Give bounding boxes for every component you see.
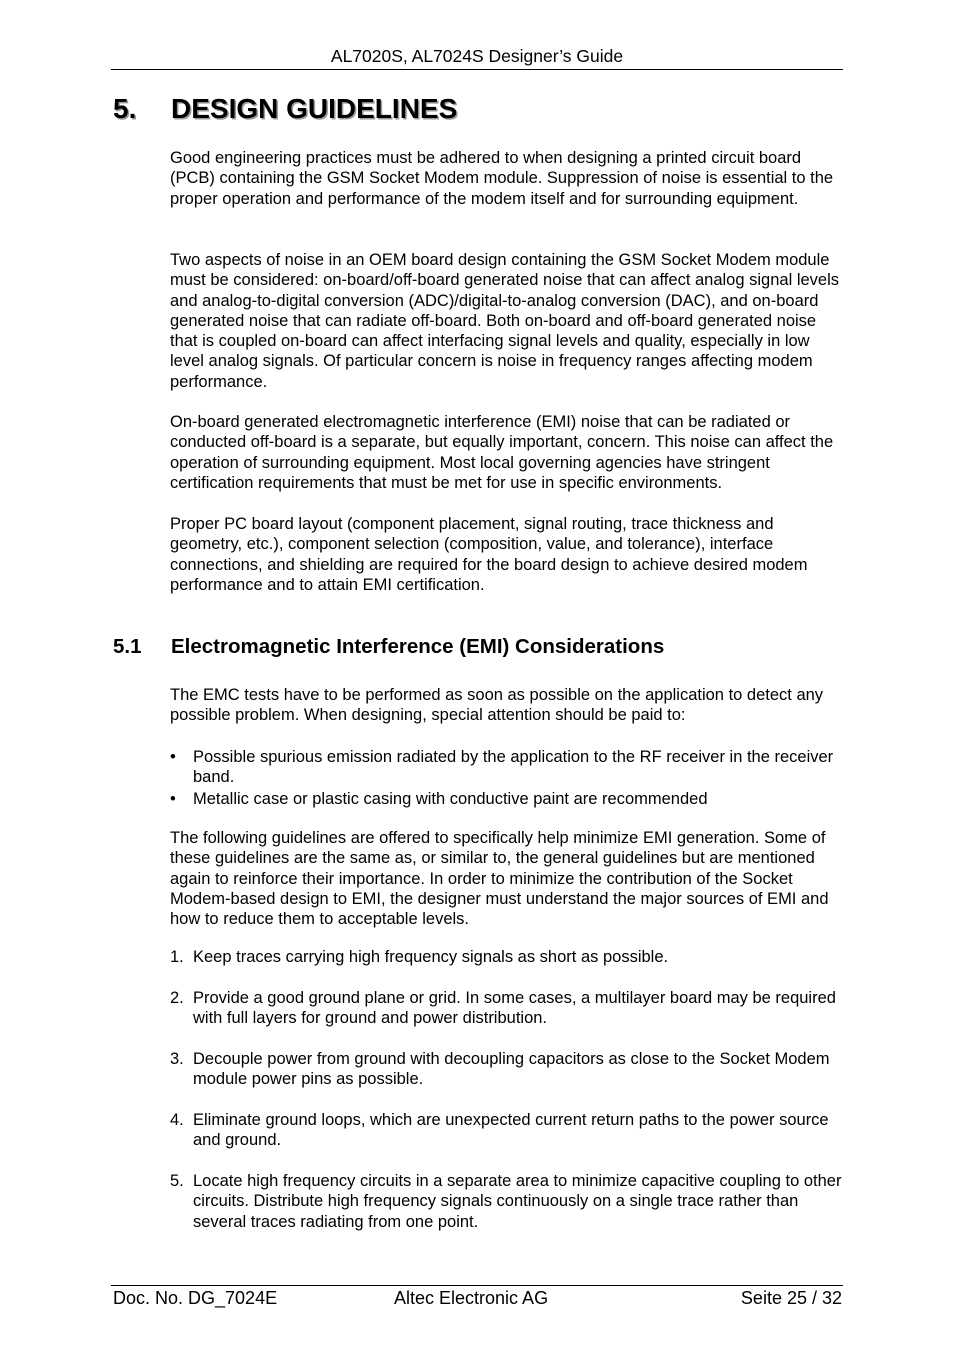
guideline-number: 5. [170, 1172, 184, 1190]
bullet-text: Metallic case or plastic casing with conductive paint are recommended [193, 790, 708, 808]
bullet-item [170, 747, 842, 788]
bullet-text: Possible spurious emission radiated by the application to the RF receiver in the receiver band. [193, 748, 834, 787]
section-paragraph: Proper PC board layout (component placement, signal routing, trace thickness and geometry, etc.), component selection (composition, value, and tolerance), interface connections, and shielding are required for the board design to achieve desired modem performance and to attain EMI certification. [170, 515, 808, 594]
footer-company: Altec Electronic AG [394, 1288, 549, 1308]
section-title: DESIGN GUIDELINES [171, 93, 458, 124]
guideline-text: Keep traces carrying high frequency signals as short as possible. [193, 948, 669, 966]
subsection-intro: The EMC tests have to be performed as soon as possible on the application to detect any possible problem. When designing, special attention should be paid to: [170, 686, 824, 725]
guideline-text: Decouple power from ground with decoupling capacitors as close to the Socket Modem module power pins as possible. [193, 1050, 830, 1089]
guideline-number: 1. [170, 948, 184, 966]
section-paragraph: Two aspects of noise in an OEM board design containing the GSM Socket Modem module must be considered: on-board/off-board generated noise that can affect analog signal levels and analog-to-digital conversion (ADC)/digital-to-analog conversion (DAC), and on-board generated noise that can radiate off-board. Both on-board and off-board generated noise that is coupled on-board can affect interfacing signal levels and quality, especially in low level analog signals. Of particular concern is noise in frequency ranges affecting modem performance. [170, 251, 839, 391]
running-header-title: AL7020S, AL7024S Designer’s Guide [330, 46, 624, 66]
guideline-text: Locate high frequency circuits in a separate area to minimize capacitive coupling to other circuits. Distribute high frequency signals continuously on a single trace rather than several traces radiating from one point. [193, 1172, 842, 1231]
guidelines-intro: The following guidelines are offered to specifically help minimize EMI generation. Some of these guidelines are the same as, or similar to, the general guidelines but are mentioned again to reinforce their importance. In order to minimize the contribution of the Socket Modem-based design to EMI, the designer must understand the major sources of EMI and how to reduce them to acceptable levels. [170, 829, 829, 929]
bullet-item [170, 789, 842, 809]
footer-doc-number: Doc. No. DG_7024E [113, 1288, 278, 1308]
guideline-item [170, 988, 842, 1029]
guideline-number: 4. [170, 1111, 184, 1129]
section-number: 5. [113, 93, 137, 124]
guideline-number: 3. [170, 1050, 184, 1068]
guideline-item [170, 1110, 842, 1151]
guideline-item [170, 947, 842, 967]
bullet-marker: • [170, 790, 176, 808]
subsection-title: Electromagnetic Interference (EMI) Considerations [171, 635, 665, 658]
bullet-marker: • [170, 748, 176, 766]
subsection-number: 5.1 [113, 635, 142, 658]
footer-rule [111, 1285, 843, 1286]
footer-page-number: Seite 25 / 32 [740, 1288, 842, 1308]
section-paragraph: On-board generated electromagnetic interference (EMI) noise that can be radiated or conducted off-board is a separate, but equally important, concern. This noise can affect the operation of surrounding equipment. Most local governing agencies have stringent certification requirements that must be met for use in specific environments. [170, 413, 834, 492]
guideline-text: Eliminate ground loops, which are unexpected current return paths to the power source and ground. [193, 1111, 829, 1150]
guideline-text: Provide a good ground plane or grid. In some cases, a multilayer board may be required with full layers for ground and power distribution. [193, 989, 836, 1028]
header-rule [111, 69, 843, 70]
section-paragraph: Good engineering practices must be adhered to when designing a printed circuit board (PCB) containing the GSM Socket Modem module. Suppression of noise is essential to the proper operation and performance of the modem itself and for surrounding equipment. [170, 149, 834, 208]
guideline-item [170, 1049, 842, 1090]
guideline-item [170, 1171, 842, 1232]
guideline-number: 2. [170, 989, 184, 1007]
